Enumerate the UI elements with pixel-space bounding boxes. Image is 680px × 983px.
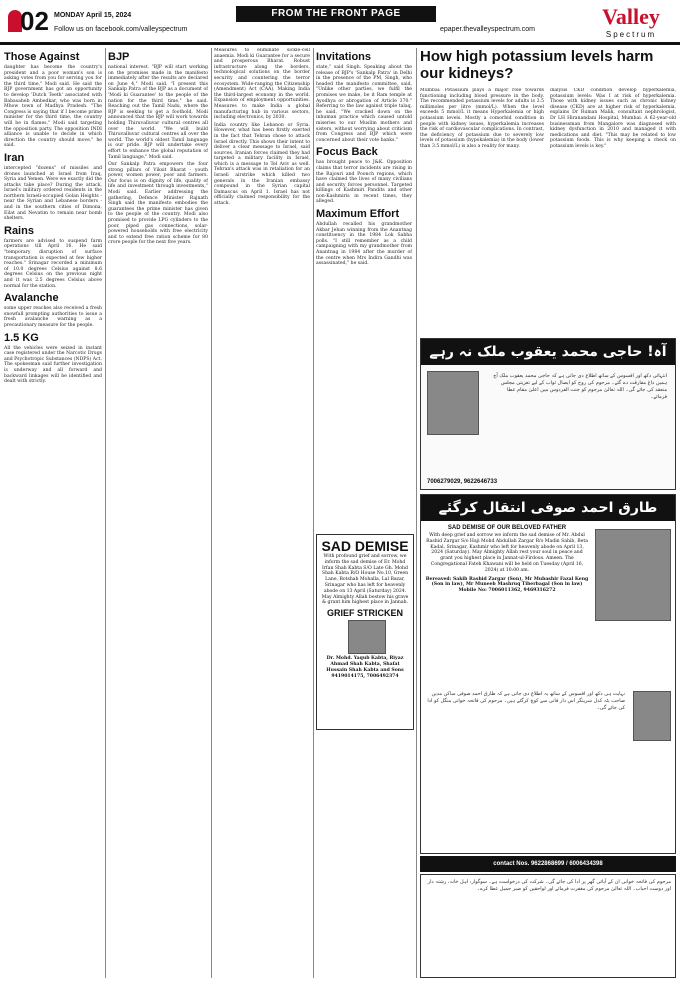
headline: Focus Back <box>316 146 378 159</box>
headline: 1.5 KG <box>4 331 39 344</box>
notice-body: With deep grief and sorrow we inform the sad demise of Mr. Abdul Rashid Zargar S/o Haji Mohd Abdullah Zargar R/o Madin Sahib, Beta Kadal, Srinagar, Kashmir who left for heavenly abode on April 13, 2024 (Saturday). May Almighty Allah rest your soul in peace and grant you highest place in Jannat-ul-Firdous. Ameen. The Congregational Fateh Khawani will be held on Tuesday (April 16, 2024) at 10:00 am. <box>426 533 588 573</box>
headline: Invitations <box>316 51 372 63</box>
feature-column-2 <box>550 88 676 336</box>
mobile-number: Mobile No: 7006011362, 9469316272 <box>458 588 556 594</box>
section-banner: FROM THE FRONT PAGE <box>236 6 436 22</box>
ad-contact: 7006279029, 9622646733 <box>427 479 498 485</box>
ad-body: انتہائی دکھ اور افسوس کے ساتھ اطلاع دی جاتی ہے کہ حاجی محمد یعقوب ملک آج ہمیں داغ مفارقت دے گئے۔ مرحوم کی روح کو ایصال ثواب کے لیے تعزیتی مجلس منعقد کی جائے گی۔ اللہ تعالیٰ مرحوم کو جنت الفردوس میں اعلیٰ مقام عطا فرمائے۔ <box>493 373 667 400</box>
contact-bar: contact Nos. 9622868699 / 6006434398 <box>420 856 676 872</box>
header-rule <box>0 42 680 45</box>
ad-headline: آہ! حاجی محمد یعقوب ملک نہ رہے <box>421 339 675 365</box>
headline: BJP <box>108 51 130 63</box>
portrait-photo <box>348 620 386 654</box>
ad-headline: SAD DEMISE <box>321 538 409 554</box>
portrait-photo <box>633 691 671 741</box>
article-body: has brought peace to J&K. Opposition claims that terror incidents are rising in the Rajouri and Poonch regions, which have claimed the lives of many civilians and security forces personnel. Targeted killings of Kashmiri Pandits and other non-Kashmiris in recent times, they alleged. <box>316 160 412 205</box>
photo-row <box>320 620 410 654</box>
headline: Maximum Effort <box>316 208 400 221</box>
column-divider <box>313 48 314 978</box>
ad-names: Dr. Mohd. Yaqub Kabta, Riyaz Ahmad Shah Kabta, Shafat Hussain Shah Kabta and Sons <box>326 656 404 673</box>
headline: Rains <box>4 224 34 237</box>
epaper-link[interactable]: epaper.thevalleyspectrum.com <box>440 26 535 33</box>
page-number: 02 <box>20 6 49 36</box>
urdu-obituary-ad <box>420 338 676 490</box>
article-body: All the vehicles were seized in instant case registered under the Narcotic Drugs and Psychotropic Substances (NDPS) Act. The spokesman said further investigation is underway and all forward and backward linkages will be identified and dealt with strictly. <box>4 345 102 385</box>
portrait-photo <box>427 371 479 435</box>
social-link[interactable]: Follow us on facebook.com/valleyspectrum <box>54 26 188 33</box>
column-divider <box>416 48 417 978</box>
notice-title: SAD DEMISE OF OUR BELOVED FATHER <box>447 525 567 531</box>
column-divider <box>105 48 106 978</box>
logo-main: Valley <box>602 4 660 29</box>
obituary-ad-2 <box>420 494 676 854</box>
article-body: national interest. "BJP will start working on the promises made in the manifesto immediately after the results are declared on June 4," Modi said. "I present this Sankalp Patra of the BJP as a document of 'Modi ki Guarantee' to the people of the nation for the third time," he said. Reaching out the Tamil Nadu, where the BJP is seeking to get a foothold, Modi announced that the BJP will work towards holding Thiruvalluvar cultural centres all over the world. "We will build Thiruvalluvar cultural centres all over the world. The world's oldest Tamil language is our pride. BJP will undertake every effort to enhance the global reputation of Tamil language," Modi said. <box>108 65 208 160</box>
article-body: dialysis CKD condition develop hyperkalemia, potassium levels: Was I at risk of hyperkalemia. Those with kidney issues such as chronic kidney disease (CKD) are at higher risk of hyperkalemia, explains Dr Ruman Malik, consultant nephrologist, Dr LH Hiranandani Hospital, Mumbai. A 62-year-old businessman from Mangalore was diagnosed with kidney dysfunction in 2010 and managed it with medications and diet. "This may be related to low potassium foods. This is why keeping a check on potassium levels is key." <box>550 88 676 149</box>
article-body: Abdullah recalled his grandmother Akbar Jehan winning from the Anantnag constituency in the 1984 Lok Sabha polls. "I still remember as a child campaigning with my grandmother from Anantnag in 1984 after the murder of the centre when Mrs Indira Gandhi was assassinated," he said. <box>316 222 412 267</box>
article-body: intercepted "dozens" of missiles and drones launched at Israel from Iraq, Syria and Yemen. Were we exactly did the attacks take place? During the attack, Israel's military ordered residents in the northern Israeli-occupied Golan Heights - near the Syrian and Lebanese borders - and in the southern cities of Dimona, Eilat and Nevatim to remain near bomb shelters. <box>4 165 102 222</box>
sad-demise-ad <box>316 534 414 730</box>
ad-phone: 9419014175, 7006492374 <box>331 673 399 679</box>
ad-headline: طارق احمد صوفی انتقال کرگئے <box>421 495 675 521</box>
article-body: Mumbai: Potassium plays a major role towards functioning including blood pressure in the body. The recommended potassium levels for adults is 3.5 millimoles per litre (mmol/L). When the level exceeds 5 mmol/L it means Hyperkalemia or high potassium levels. Mostly a comorbid condition in people with kidney issues, hyperkalemia increases the risk of cardiovascular complications. In contrast, the deficiency of potassium due to severely low levels of potassium (hypokalemia) in the body (lower than 3.5 mmol/L) is also a reality for many. <box>420 88 544 149</box>
headline: Avalanche <box>4 292 59 305</box>
article-body: India country like Lebanon or Syria. However, what has been firstly exerted in the fact that Tehran chose to attack Israel directly. This shows their intent to deliver a clear message to Israel, said sources. Iranian forces claimed they had targeted a military facility in Israel, which is a message to Tel Aviv as well. Tehran's attack was in retaliation for an Israeli airstrike which killed two generals in the Iranian embassy compound in the Syrian capital Damascus on April 1. Israel has not officially claimed responsibility for the attack. <box>214 122 310 207</box>
headline: Those Against <box>4 51 80 63</box>
article-body: farmers are advised to suspend farm operations till April 16. He said "temporary disruption of surface transportation is expected at few higher reaches." Srinagar recorded a minimum of 10.0 degrees Celsius against 8.6 degrees Celsius on the previous night and it was 2.5 degrees Celsius above normal for the station. <box>4 238 102 289</box>
ad-subheading: GRIEF STRICKEN <box>326 608 403 619</box>
newspaper-logo <box>590 4 672 39</box>
urdu-notice-body: مرحوم کی فاتحہ خوانی ان کے آبائی گھر پر ادا کی جائے گی۔ شرکت کی درخواست ہے۔ سوگوار: اہل خانہ، رشتہ دار اور دوست احباب۔ اللہ تعالیٰ مرحوم کی مغفرت فرمائے اور لواحقین کو صبر جمیل عطا کرے۔ <box>427 879 671 892</box>
issue-date: MONDAY April 15, 2024 <box>54 12 132 19</box>
urdu-notice-body: نہایت ہی دکھ اور افسوس کے ساتھ یہ اطلاع دی جاتی ہے کہ طارق احمد صوفی ساکن مدین صاحب بٹہ کدل سرینگر اس دار فانی سے کوچ کرگئے ہیں۔ مرحوم کی فاتحہ خوانی منگل کو ادا کی جائے گی۔ <box>427 691 625 711</box>
bereaved-list: Bereaved: Sakib Rashid Zargar (Son), Mr Mubashir Fazal Keng (Son in law), Mr Muneeb Mashruq Tiberbagal (Son in law) <box>425 576 589 588</box>
feature-column-1 <box>420 88 544 336</box>
article-body: state," said Singh. Speaking about the release of BJP's 'Sankalp Patra' in Delhi in the presence of the PM, Singh, who headed the manifesto committee, said, "Unlike other parties, we fulfil the promises we make, be it Ram temple at Ayodhya or abrogation of Article 370." Referring to the law against triple talaq, he said, "We cracked down on the inhuman practice which caused untold miseries to our Muslim mothers and sisters, without worrying about criticism from Congress and BJP which were concerned about their vote banks." <box>316 65 412 143</box>
column-divider <box>211 48 212 978</box>
article-body: Our Sankalp Patra empowers the four strong pillars of Viksit Bharat - youth power, women power, poor and farmers. Our focus is on dignity of life, quality of life and investment through investments," Modi said. Earlier addressing the gathering, Defence Minister Rajnath Singh said the manifesto embodies the guarantees the prime minister has given to the people of the country. Modi also promised to provide LPG cylinders to the poor, piped gas connections, solar-powered households with free electricity and to extend free ration scheme for 80 crore people for the next five years. <box>108 162 208 246</box>
urdu-notice-3 <box>420 874 676 978</box>
english-notice <box>425 525 589 594</box>
portrait-photo <box>595 529 671 621</box>
article-body: Measures to eliminate sickle-cell anaemia. Modi ki Guarantee for a secure and prosperous Bharat. Robust infrastructure along the borders, technological solutions on the border security and countering the terror ecosystem. Wide-ranging the Citizenship (Amendment) Act (CAA). Making India the third-largest economy in the world. Expansion of employment opportunities. Measures to make India a global manufacturing hub in various sectors, including electronics, by 2030. <box>214 48 310 121</box>
feature-headline: How high potassium levels harm our kidneys? <box>420 48 654 82</box>
article-body: some upper reaches also received a fresh snowfall prompting authorities to issue a fresh avalanche warning as a precautionary measure for the people. <box>4 306 102 328</box>
column-3 <box>214 48 310 978</box>
column-4 <box>316 48 412 532</box>
column-2 <box>108 48 208 978</box>
ad-body: With profound grief and sorrow, we inform the sad demise of Er. Mohd Irfan Shah Kabta S/O Late Gh. Mohd Shah Kabta R/O House No.10, Green Lane, Botshah Mohalla, Lal Bazar, Srinagar who has left for heavenly abode on 13 April (Saturday) 2024. May Almighty Allah bestow his grave & grant him highest place in Jannah. <box>321 554 409 606</box>
column-1 <box>4 48 102 978</box>
logo-sub: Spectrum <box>605 30 657 39</box>
article-body: daughter has become the country's president and a poor woman's son is asking votes from you for serving you for the third time," Modi said. He said the BJP government has got an opportunity to develop 'Dutch Teeth' associated with Babasaheb Ambedkar, who was born in Mhow town of Madhya Pradesh. "The Congress is saying that if I become prime minister for the third time, the country will be in flames," Modi said targeting the opposition party. The opposition INDI alliance is unable to decide in which direction the country should move," he said. <box>4 65 102 149</box>
headline: Iran <box>4 151 25 164</box>
